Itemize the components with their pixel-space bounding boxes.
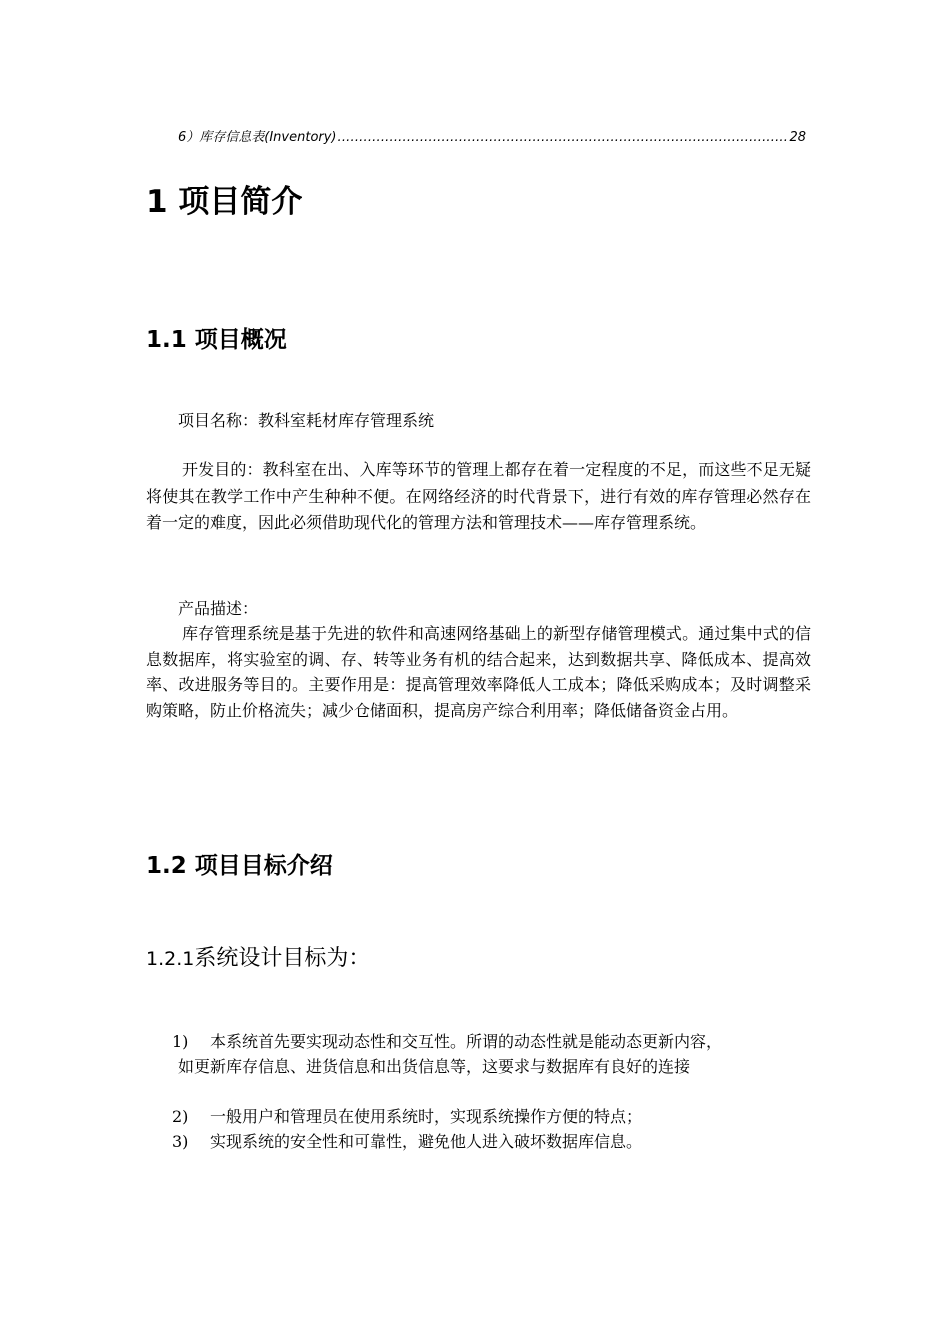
list-item bbox=[172, 1129, 822, 1154]
section-1-heading: 1 项目简介 bbox=[146, 184, 303, 220]
section-1-2-1-number: 1.2.1 bbox=[146, 948, 195, 970]
list-marker: 1) bbox=[172, 1032, 189, 1051]
purpose-paragraph: 开发目的：教科室在出、入库等环节的管理上都存在着一定程度的不足，而这些不足无疑将使其在教学工作中产生种种不便。在网络经济的时代背景下，进行有效的库存管理必然存在着一定的难度，因此必须借助现代化的管理方法和管理技术——库存管理系统。 bbox=[146, 460, 811, 532]
list-item bbox=[172, 1029, 822, 1079]
goal-list-first bbox=[172, 1029, 822, 1079]
list-item-text: 一般用户和管理员在使用系统时，实现系统操作方便的特点； bbox=[210, 1107, 643, 1126]
section-1-2-1-heading bbox=[146, 944, 370, 974]
list-item-line-2: 如更新库存信息、进货信息和出货信息等，这要求与数据库有良好的连接 bbox=[178, 1057, 691, 1076]
section-1-2-heading: 1.2 项目目标介绍 bbox=[146, 853, 333, 879]
toc-entry[interactable] bbox=[178, 126, 806, 145]
project-name-paragraph: 项目名称：教科室耗材库存管理系统 bbox=[178, 411, 435, 430]
toc-entry-page: 28 bbox=[789, 130, 806, 145]
list-item-line-1: 本系统首先要实现动态性和交互性。所谓的动态性就是能动态更新内容， bbox=[210, 1032, 723, 1051]
goal-list-rest bbox=[172, 1104, 822, 1154]
list-item bbox=[172, 1104, 822, 1129]
list-item-text bbox=[178, 1029, 822, 1079]
toc-entry-label: 6）库存信息表(Inventory) bbox=[178, 130, 337, 145]
toc-leader-dots bbox=[338, 130, 789, 145]
description-label: 产品描述： bbox=[178, 599, 259, 618]
list-marker: 3) bbox=[172, 1132, 189, 1151]
list-item-text: 实现系统的安全性和可靠性，避免他人进入破坏数据库信息。 bbox=[210, 1132, 643, 1151]
section-1-1-heading: 1.1 项目概况 bbox=[146, 327, 287, 353]
section-1-2-1-title: 系统设计目标为： bbox=[194, 946, 371, 971]
list-marker: 2) bbox=[172, 1107, 189, 1126]
description-paragraph: 库存管理系统是基于先进的软件和高速网络基础上的新型存储管理模式。通过集中式的信息数据库，将实验室的调、存、转等业务有机的结合起来，达到数据共享、降低成本、提高效率、改进服务等目的。主要作用是：提高管理效率降低人工成本；降低采购成本；及时调整采购策略，防止价格流失；减少仓储面积，提高房产综合利用率；降低储备资金占用。 bbox=[146, 624, 811, 720]
